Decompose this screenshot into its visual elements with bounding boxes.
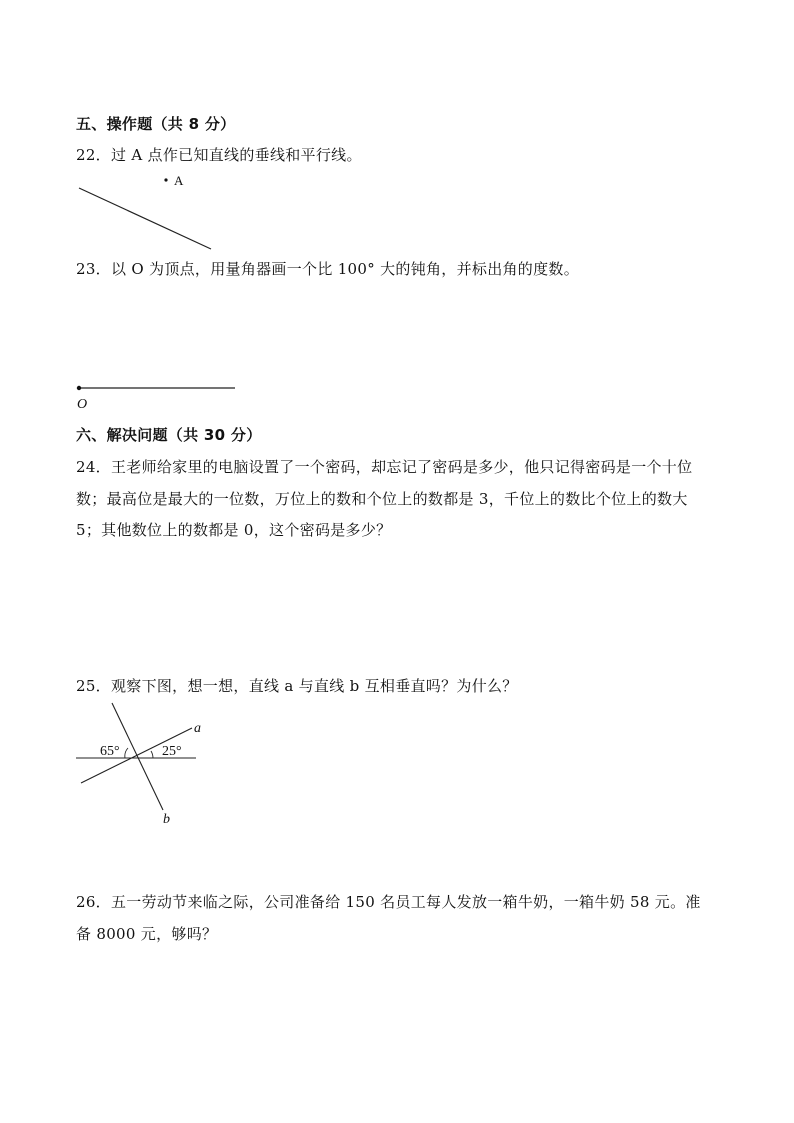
question-23: 23．以 O 为顶点，用量角器画一个比 100° 大的钝角，并标出角的度数。: [76, 260, 579, 278]
q25-label-b: b: [163, 812, 170, 827]
question-24-line-3: 5；其他数位上的数都是 0，这个密码是多少？: [76, 521, 392, 539]
section-6-title: 六、解决问题（共 30 分）: [76, 426, 262, 444]
q25-angle-arc-right: [151, 751, 153, 758]
q25-figure: [76, 703, 201, 827]
question-22: 22．过 A 点作已知直线的垂线和平行线。: [76, 146, 362, 164]
question-24-line-2: 数；最高位是最大的一位数，万位上的数和个位上的数都是 3，千位上的数比个位上的数大: [76, 490, 688, 508]
q22-point-a: [164, 178, 167, 181]
question-26-line-1: 26．五一劳动节来临之际，公司准备给 150 名员工每人发放一箱牛奶，一箱牛奶 58 元。准: [76, 893, 701, 911]
q25-angle-25-label: 25°: [162, 744, 182, 759]
q23-figure: [77, 386, 235, 412]
q25-line-b: [112, 703, 163, 810]
q25-angle-65-label: 65°: [100, 744, 120, 759]
q22-figure: [79, 173, 211, 249]
q23-vertex-o: [77, 386, 81, 390]
question-25: 25．观察下图，想一想，直线 a 与直线 b 互相垂直吗？为什么？: [76, 677, 518, 695]
q22-point-a-label: A: [174, 173, 184, 188]
q25-label-a: a: [194, 721, 201, 736]
q23-vertex-label: O: [77, 397, 88, 412]
q25-angle-arc-left: [125, 748, 128, 758]
question-26-line-2: 备 8000 元，够吗？: [76, 925, 218, 943]
section-5-title: 五、操作题（共 8 分）: [76, 115, 236, 133]
question-24-line-1: 24．王老师给家里的电脑设置了一个密码，却忘记了密码是多少，他只记得密码是一个十位: [76, 458, 693, 476]
q22-given-line: [79, 188, 211, 249]
